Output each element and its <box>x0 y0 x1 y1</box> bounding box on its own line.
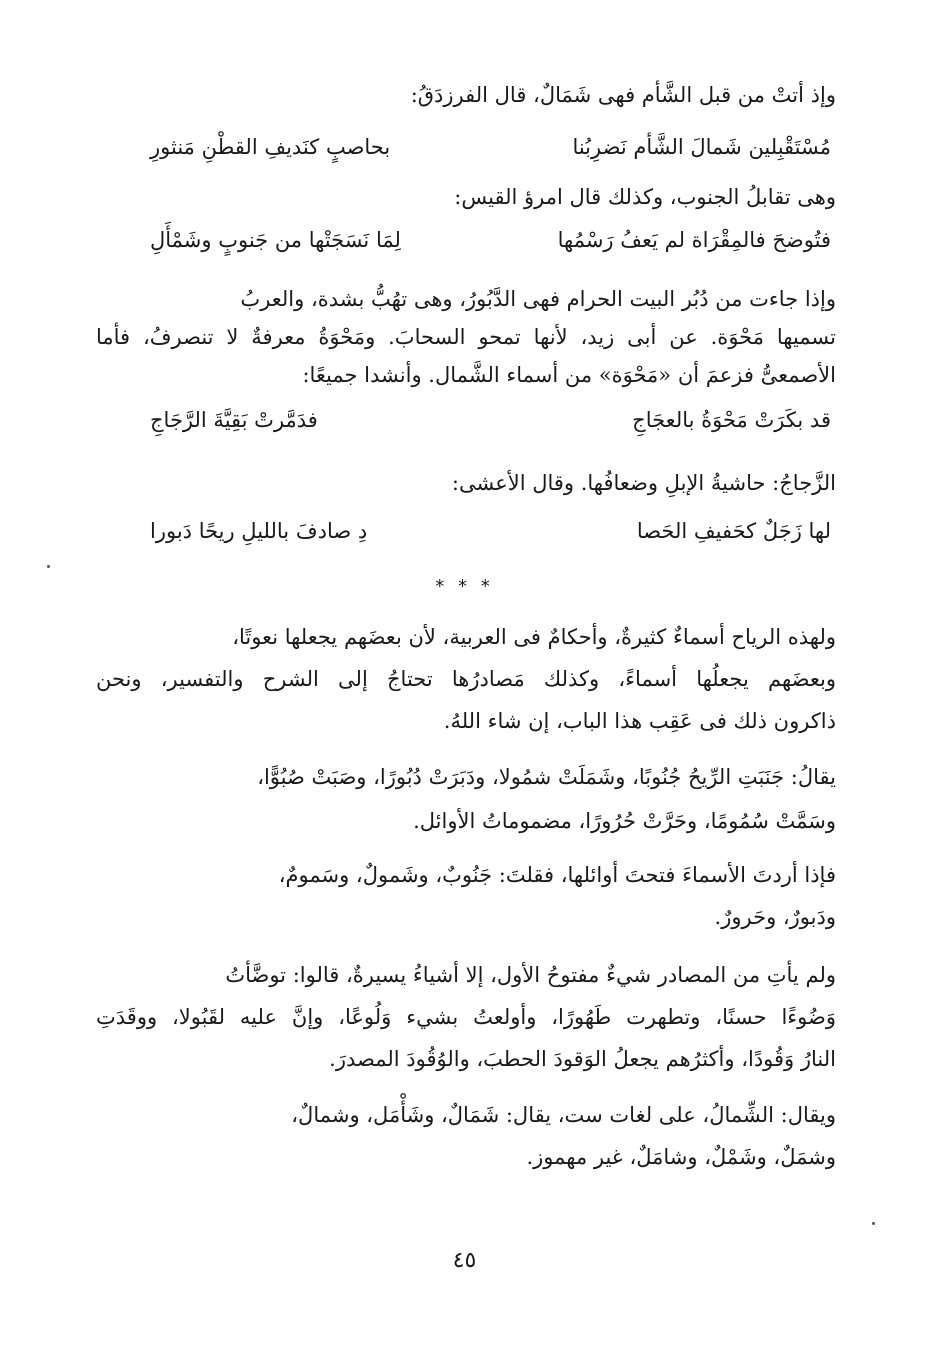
text-line: وإذ أتتْ من قبل الشَّأم فهى شَمَالٌ، قال الفرزدَقُ: <box>410 83 836 107</box>
text-line: وشمَلٌ، وشَمْلٌ، وشامَلٌ، غير مهموز. <box>526 1145 836 1169</box>
text-line: ذاكرون ذلك فى عَقِب هذا الباب، إن شاء اللهُ. <box>443 709 836 733</box>
verse-right-hemistich: فتُوضحَ فالمِقْرَاة لم يَعفُ رَسْمُها <box>557 228 831 252</box>
text-line: وإذا جاءت من دُبُر البيت الحرام فهى الدَّبُورُ، وهى تهُبُّ بشدة، والعربُ <box>240 287 836 311</box>
text-line: ولهذه الرياح أسماءٌ كثيرةٌ، وأحكامٌ فى العربية، لأن بعضَهم يجعلها نعوتًا، <box>232 625 836 649</box>
text-line: يقالُ: جَنَبَتِ الرِّيحُ جُنُوبًا، وشَمَلَتْ شمُولا، ودَبَرَتْ دُبُورًا، وصَبَتْ صُبُوًّا، <box>257 765 836 789</box>
text-line: تسميها مَحْوَة. عن أبى زيد، لأنها تمحو السحابَ. ومَحْوَةُ معرفةٌ لا تنصرفُ، فأما <box>96 325 836 349</box>
text-line: ودَبورٌ، وحَرورٌ. <box>714 905 836 929</box>
page-number: ٤٥ <box>452 1248 477 1273</box>
text-line: النارُ وَقُودًا، وأكثرُهم يجعلُ الوَقودَ الحطبَ، والوُقُودَ المصدرَ. <box>329 1047 836 1071</box>
text-line: وبعضَهم يجعلُها أسماءً، وكذلك مَصادرُها تحتاجُ إلى الشرح والتفسير، ونحن <box>96 667 836 691</box>
verse-right-hemistich: لها زَجَلٌ كحَفيفِ الحَصا <box>636 519 831 543</box>
text-line: ويقال: الشِّمالُ، على لغات ست، يقال: شَمَالٌ، وشَأْمَل، وشمالٌ، <box>291 1103 836 1127</box>
verse-left-hemistich: لِمَا نَسَجَتْها من جَنوبٍ وشَمْأَلِ <box>150 228 401 252</box>
text-line: وهى تقابلُ الجنوب، وكذلك قال امرؤ القيس: <box>454 185 836 209</box>
verse-left-hemistich: فدَمَّرتْ بَقِيَّةَ الرَّجَاجِ <box>150 408 318 432</box>
scan-speck <box>872 1222 875 1225</box>
scan-speck <box>47 565 50 568</box>
text-line: وَضُوءًا حسنًا، وتطهرت طَهُورًا، وأولعتُ بشيء وَلُوعًا، وإنَّ عليه لقَبُولا، ووقَدَتِ <box>96 1005 836 1029</box>
text-line: فإذا أردتَ الأسماءَ فتحتَ أوائلها، فقلتَ: جَنُوبٌ، وشَمولٌ، وسَمومٌ، <box>278 863 836 887</box>
section-separator: * * * <box>435 576 494 597</box>
text-line: الأصمعىُّ فزعمَ أن «مَحْوَة» من أسماء الشَّمال. وأنشدا جميعًا: <box>302 363 836 387</box>
text-line: ولم يأتِ من المصادر شيءٌ مفتوحُ الأول، إلا أشياءُ يسيرةٌ، قالوا: توضَّأتُ <box>225 963 836 987</box>
text-line: الزَّجاجُ: حاشيةُ الإبلِ وضعافُها. وقال الأعشى: <box>451 471 836 495</box>
verse-left-hemistich: دِ صادفَ بالليلِ ريحًا دَبورا <box>150 519 368 543</box>
text-line: وسَمَّتْ سُمُومًا، وحَرَّتْ حُرُورًا، مضموماتُ الأوائل. <box>413 809 836 833</box>
verse-left-hemistich: بحاصبٍ كنَديفِ القطْنِ مَنثورِ <box>150 135 391 159</box>
verse-right-hemistich: قد بكَرَتْ مَحْوَةُ بالعجَاجِ <box>632 408 831 432</box>
verse-right-hemistich: مُسْتَقْبِلين شَمالَ الشَّأم نَضرِبُنا <box>572 135 831 159</box>
